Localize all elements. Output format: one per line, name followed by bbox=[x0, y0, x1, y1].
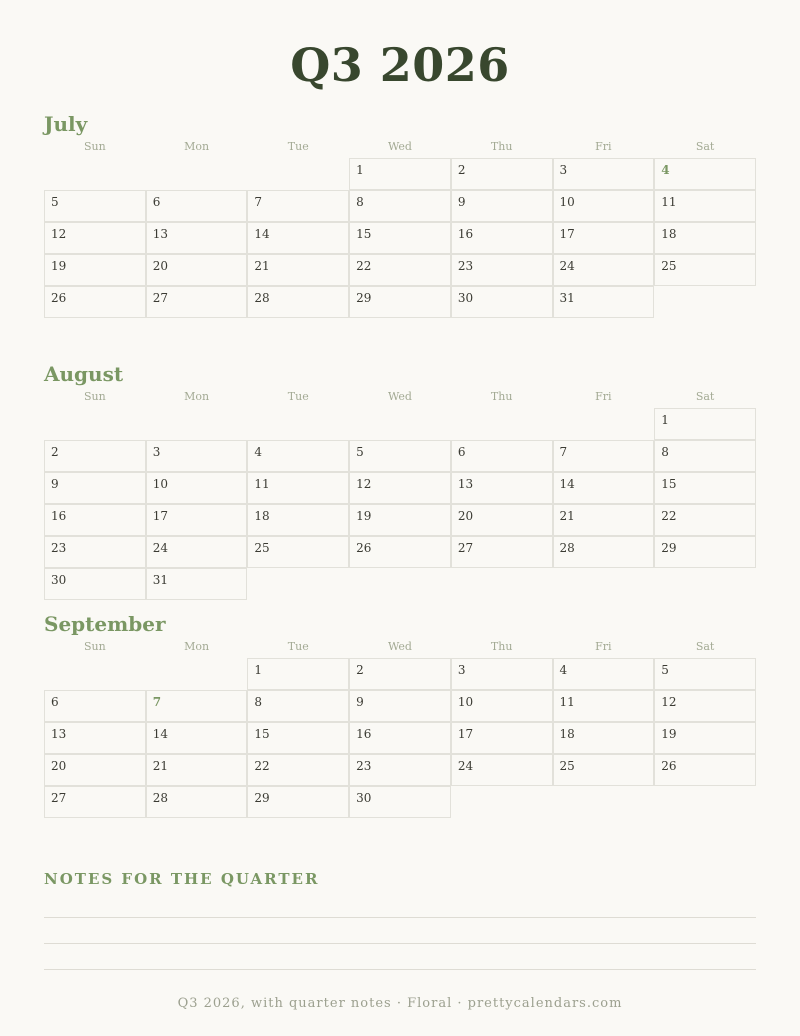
day-cell: 22 bbox=[654, 504, 756, 536]
day-cell: 19 bbox=[349, 504, 451, 536]
day-cell: 8 bbox=[349, 190, 451, 222]
day-cell: 24 bbox=[451, 754, 553, 786]
day-cell: 1 bbox=[654, 408, 756, 440]
day-cell: 4 bbox=[553, 658, 655, 690]
day-cell: 12 bbox=[44, 222, 146, 254]
day-cell: 6 bbox=[44, 690, 146, 722]
weekday-label: Sun bbox=[83, 640, 106, 653]
weekday-label: Mon bbox=[184, 140, 210, 153]
day-cell: 26 bbox=[654, 754, 756, 786]
day-cell: 28 bbox=[553, 536, 655, 568]
day-cell: 18 bbox=[654, 222, 756, 254]
day-cell: 13 bbox=[44, 722, 146, 754]
day-cell: 30 bbox=[451, 286, 553, 318]
note-line bbox=[44, 969, 756, 970]
day-cell: 24 bbox=[553, 254, 655, 286]
day-cell: 10 bbox=[146, 472, 248, 504]
day-cell: 12 bbox=[349, 472, 451, 504]
day-cell: 8 bbox=[654, 440, 756, 472]
day-cell: 29 bbox=[247, 786, 349, 818]
day-cell: 20 bbox=[146, 254, 248, 286]
day-cell: 23 bbox=[349, 754, 451, 786]
day-cell: 21 bbox=[553, 504, 655, 536]
day-cell: 9 bbox=[44, 472, 146, 504]
day-cell: 17 bbox=[146, 504, 248, 536]
note-line bbox=[44, 943, 756, 944]
day-cell: 14 bbox=[146, 722, 248, 754]
notes-section bbox=[44, 870, 756, 888]
weekday-header bbox=[44, 390, 756, 408]
weekday-label: Sun bbox=[83, 140, 106, 153]
day-cell: 12 bbox=[654, 690, 756, 722]
day-cell: 2 bbox=[349, 658, 451, 690]
day-cell: 2 bbox=[44, 440, 146, 472]
weekday-label: Tue bbox=[287, 640, 309, 653]
weekday-label: Wed bbox=[387, 640, 412, 653]
day-cell: 27 bbox=[146, 286, 248, 318]
day-cell: 7 bbox=[146, 690, 248, 722]
weekday-label: Fri bbox=[595, 140, 612, 153]
weekday-label: Fri bbox=[595, 640, 612, 653]
weekday-label: Sat bbox=[695, 140, 715, 153]
day-cell: 29 bbox=[349, 286, 451, 318]
empty-cell bbox=[247, 158, 349, 190]
day-cell: 25 bbox=[553, 754, 655, 786]
day-cell: 10 bbox=[553, 190, 655, 222]
day-cell: 30 bbox=[349, 786, 451, 818]
notes-title: NOTES FOR THE QUARTER bbox=[44, 870, 320, 888]
day-cell: 26 bbox=[349, 536, 451, 568]
empty-cell bbox=[146, 658, 248, 690]
day-cell: 18 bbox=[553, 722, 655, 754]
day-cell: 3 bbox=[553, 158, 655, 190]
day-cell: 14 bbox=[553, 472, 655, 504]
day-cell: 27 bbox=[44, 786, 146, 818]
day-cell: 4 bbox=[247, 440, 349, 472]
day-cell: 7 bbox=[553, 440, 655, 472]
day-cell: 28 bbox=[247, 286, 349, 318]
day-cell: 15 bbox=[654, 472, 756, 504]
empty-cell bbox=[451, 408, 553, 440]
day-cell: 3 bbox=[451, 658, 553, 690]
weekday-label: Mon bbox=[184, 390, 210, 403]
day-cell: 5 bbox=[44, 190, 146, 222]
weekday-label: Sat bbox=[695, 640, 715, 653]
day-cell: 21 bbox=[146, 754, 248, 786]
weekday-label: Sat bbox=[695, 390, 715, 403]
page-title: Q3 2026 bbox=[290, 38, 510, 92]
day-cell: 26 bbox=[44, 286, 146, 318]
day-cell: 14 bbox=[247, 222, 349, 254]
day-cell: 11 bbox=[247, 472, 349, 504]
day-cell: 6 bbox=[451, 440, 553, 472]
day-cell: 31 bbox=[146, 568, 248, 600]
day-grid bbox=[44, 158, 756, 318]
month-september bbox=[44, 610, 756, 818]
day-cell: 5 bbox=[349, 440, 451, 472]
month-name: September bbox=[44, 612, 166, 636]
empty-cell bbox=[553, 408, 655, 440]
day-cell: 25 bbox=[247, 536, 349, 568]
day-cell: 4 bbox=[654, 158, 756, 190]
day-cell: 1 bbox=[247, 658, 349, 690]
day-cell: 31 bbox=[553, 286, 655, 318]
day-cell: 20 bbox=[451, 504, 553, 536]
weekday-label: Thu bbox=[490, 640, 513, 653]
empty-cell bbox=[146, 408, 248, 440]
day-cell: 3 bbox=[146, 440, 248, 472]
day-cell: 18 bbox=[247, 504, 349, 536]
day-cell: 1 bbox=[349, 158, 451, 190]
day-cell: 23 bbox=[451, 254, 553, 286]
footer: Q3 2026, with quarter notes · Floral · prettycalendars.com bbox=[177, 996, 623, 1011]
weekday-label: Tue bbox=[287, 140, 309, 153]
day-cell: 13 bbox=[146, 222, 248, 254]
weekday-label: Fri bbox=[595, 390, 612, 403]
day-cell: 16 bbox=[451, 222, 553, 254]
day-cell: 11 bbox=[553, 690, 655, 722]
note-line bbox=[44, 917, 756, 918]
day-cell: 11 bbox=[654, 190, 756, 222]
day-cell: 2 bbox=[451, 158, 553, 190]
day-cell: 19 bbox=[44, 254, 146, 286]
empty-cell bbox=[44, 158, 146, 190]
day-cell: 15 bbox=[349, 222, 451, 254]
day-cell: 30 bbox=[44, 568, 146, 600]
day-cell: 5 bbox=[654, 658, 756, 690]
day-cell: 8 bbox=[247, 690, 349, 722]
day-cell: 25 bbox=[654, 254, 756, 286]
day-cell: 10 bbox=[451, 690, 553, 722]
empty-cell bbox=[44, 408, 146, 440]
day-grid bbox=[44, 658, 756, 818]
day-cell: 19 bbox=[654, 722, 756, 754]
empty-cell bbox=[44, 658, 146, 690]
empty-cell bbox=[349, 408, 451, 440]
day-cell: 22 bbox=[349, 254, 451, 286]
weekday-label: Mon bbox=[184, 640, 210, 653]
month-july bbox=[44, 110, 756, 318]
month-name: August bbox=[44, 362, 124, 386]
weekday-label: Wed bbox=[387, 140, 412, 153]
day-cell: 21 bbox=[247, 254, 349, 286]
day-cell: 17 bbox=[451, 722, 553, 754]
weekday-label: Thu bbox=[490, 140, 513, 153]
weekday-header bbox=[44, 640, 756, 658]
day-cell: 16 bbox=[349, 722, 451, 754]
day-cell: 27 bbox=[451, 536, 553, 568]
day-cell: 22 bbox=[247, 754, 349, 786]
day-cell: 20 bbox=[44, 754, 146, 786]
weekday-label: Wed bbox=[387, 390, 412, 403]
empty-cell bbox=[146, 158, 248, 190]
month-august bbox=[44, 360, 756, 600]
day-cell: 9 bbox=[451, 190, 553, 222]
day-grid bbox=[44, 408, 756, 600]
day-cell: 13 bbox=[451, 472, 553, 504]
weekday-label: Thu bbox=[490, 390, 513, 403]
day-cell: 6 bbox=[146, 190, 248, 222]
day-cell: 29 bbox=[654, 536, 756, 568]
day-cell: 15 bbox=[247, 722, 349, 754]
day-cell: 17 bbox=[553, 222, 655, 254]
day-cell: 16 bbox=[44, 504, 146, 536]
weekday-label: Tue bbox=[287, 390, 309, 403]
day-cell: 9 bbox=[349, 690, 451, 722]
day-cell: 28 bbox=[146, 786, 248, 818]
weekday-header bbox=[44, 140, 756, 158]
day-cell: 23 bbox=[44, 536, 146, 568]
empty-cell bbox=[247, 408, 349, 440]
month-name: July bbox=[44, 112, 88, 136]
day-cell: 7 bbox=[247, 190, 349, 222]
day-cell: 24 bbox=[146, 536, 248, 568]
weekday-label: Sun bbox=[83, 390, 106, 403]
